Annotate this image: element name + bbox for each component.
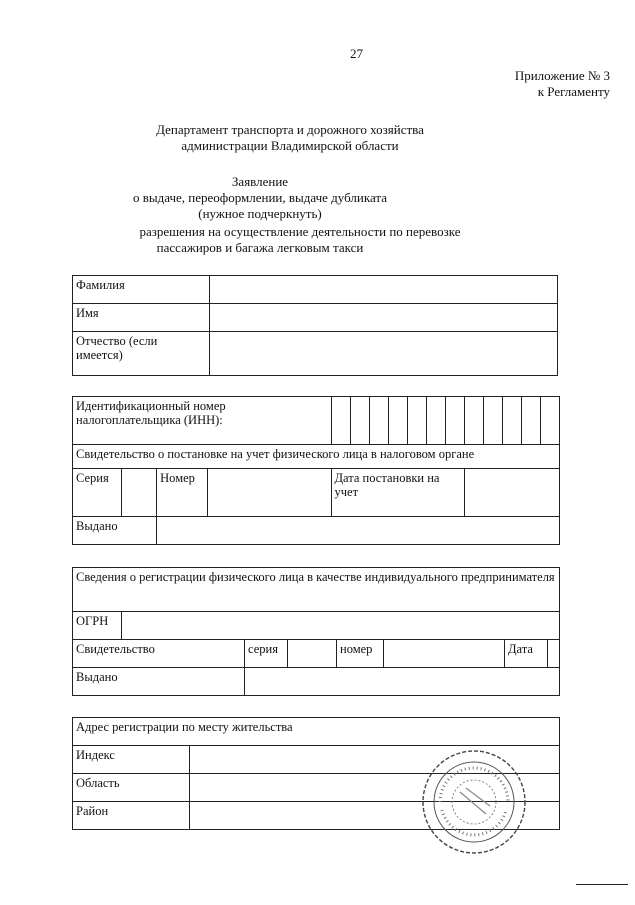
ip-date-label: Дата <box>505 640 548 668</box>
round-stamp-icon <box>420 748 528 856</box>
region-label: Область <box>73 774 190 802</box>
inn-digit-7[interactable] <box>445 397 464 445</box>
application-title: Заявление <box>231 174 289 189</box>
tax-issued-label: Выдано <box>73 517 157 545</box>
inn-digit-4[interactable] <box>388 397 407 445</box>
ip-date-field[interactable] <box>548 640 560 668</box>
footer-rule <box>576 884 628 885</box>
appendix-line-2: к Регламенту <box>537 84 610 99</box>
tax-series-label: Серия <box>73 469 122 517</box>
page-number: 27 <box>350 46 363 61</box>
inn-digit-9[interactable] <box>483 397 502 445</box>
ip-number-label: номер <box>337 640 384 668</box>
patronymic-field[interactable] <box>210 332 558 376</box>
name-field[interactable] <box>210 304 558 332</box>
inn-digit-8[interactable] <box>464 397 483 445</box>
ip-issued-field[interactable] <box>245 668 560 696</box>
inn-table <box>72 396 560 545</box>
inn-label: Идентификационный номер налогоплательщика (ИНН): <box>73 397 332 445</box>
tax-reg-date-label: Дата постановки на учет <box>331 469 464 517</box>
inn-digit-5[interactable] <box>407 397 426 445</box>
tax-cert-title: Свидетельство о постановке на учет физического лица в налоговом органе <box>73 445 560 469</box>
inn-digit-10[interactable] <box>502 397 521 445</box>
district-label: Район <box>73 802 190 830</box>
tax-number-field[interactable] <box>208 469 331 517</box>
ogrn-field[interactable] <box>122 612 560 640</box>
tax-issued-field[interactable] <box>157 517 560 545</box>
tax-series-field[interactable] <box>122 469 157 517</box>
application-line-4: пассажиров и багажа легковым такси <box>156 240 364 255</box>
ip-certificate-label: Свидетельство <box>73 640 245 668</box>
index-label: Индекс <box>73 746 190 774</box>
tax-number-label: Номер <box>157 469 208 517</box>
inn-digit-2[interactable] <box>350 397 369 445</box>
ogrn-label: ОГРН <box>73 612 122 640</box>
department-line-1: Департамент транспорта и дорожного хозяйства <box>156 122 424 137</box>
address-title: Адрес регистрации по месту жительства <box>73 718 560 746</box>
inn-digit-12[interactable] <box>540 397 559 445</box>
tax-reg-date-field[interactable] <box>464 469 559 517</box>
application-line-1: о выдаче, переоформлении, выдаче дубликата <box>132 190 387 205</box>
inn-digit-3[interactable] <box>369 397 388 445</box>
ip-number-field[interactable] <box>384 640 505 668</box>
department-line-2: администрации Владимирской области <box>181 138 399 153</box>
name-label: Имя <box>73 304 210 332</box>
appendix-line-1: Приложение № 3 <box>514 68 610 83</box>
surname-field[interactable] <box>210 276 558 304</box>
application-line-2: (нужное подчеркнуть) <box>198 206 322 221</box>
application-line-3: разрешения на осуществление деятельности по перевозке <box>139 224 461 239</box>
ip-series-label: серия <box>245 640 288 668</box>
inn-digit-1[interactable] <box>331 397 350 445</box>
ip-issued-label: Выдано <box>73 668 245 696</box>
surname-label: Фамилия <box>73 276 210 304</box>
personal-data-table <box>72 275 558 376</box>
entrepreneur-title: Сведения о регистрации физического лица в качестве индивидуального предпринимателя <box>73 568 560 612</box>
patronymic-label: Отчество (если имеется) <box>73 332 210 376</box>
inn-digit-6[interactable] <box>426 397 445 445</box>
ip-series-field[interactable] <box>288 640 337 668</box>
inn-digit-11[interactable] <box>521 397 540 445</box>
entrepreneur-table <box>72 567 560 696</box>
